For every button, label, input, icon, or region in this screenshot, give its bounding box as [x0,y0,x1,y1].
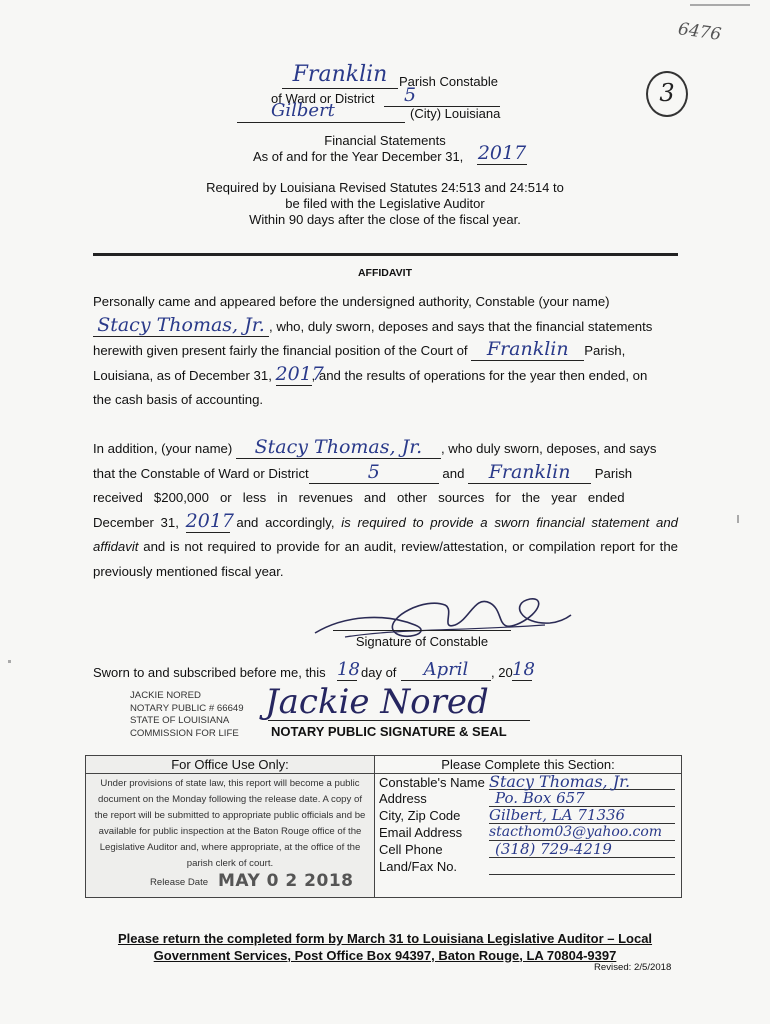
p2-text-f: received $200,000 or less in revenues and other sources for the year ended [93,490,625,505]
p2-parish-field [468,460,591,484]
scan-speck [8,660,11,663]
required-statement [135,180,635,228]
p2-text-h: and accordingly, [229,514,342,530]
corner-note: 6476 [676,19,723,45]
notary-stamp [130,690,244,740]
address-label: Address [379,791,427,806]
address-value: Po. Box 657 [495,789,585,807]
p1-court-field [471,340,584,361]
p2-text-a: In addition, (your name) [93,441,233,456]
cell-phone-field [489,840,675,858]
sworn-year-value: 18 [512,659,535,680]
city-zip-field [489,806,675,824]
p1-year-value: 2017 [275,362,324,385]
footer-instructions [85,931,685,964]
release-date-label: Release Date [150,877,209,888]
city-zip-label: City, Zip Code [379,808,461,823]
complete-section-box [374,755,682,898]
p2-text-i: is required to provide a sworn financial statement and affidavit [93,514,679,554]
cell-phone-label: Cell Phone [379,842,443,857]
constable-name-label: Constable's Name [379,775,485,790]
sworn-day-value: 18 [337,659,360,680]
p2-text-j: and is not required to provide for an audit, review/attestation, or compilation report for the previously mentioned fiscal year. [93,539,678,579]
sworn-year-prefix: , 20 [491,665,513,680]
fs-year-field [477,140,527,165]
notary-label: NOTARY PUBLIC SIGNATURE & SEAL [271,724,507,739]
p2-name-field [236,438,441,459]
email-field [489,823,675,841]
parish-field [282,60,398,89]
p2-parish-value: Franklin [488,460,571,483]
p1-text-b: , who, duly sworn, deposes and says that the financial statements [269,318,653,334]
sworn-month-value: April [423,659,469,680]
city-field [237,101,405,123]
land-fax-label: Land/Fax No. [379,859,458,874]
p1-name-value: Stacy Thomas, Jr. [97,313,265,336]
p1-text-f: , and the results of operations for the year then ended, on [311,367,648,383]
revised-date: Revised: 2/5/2018 [594,962,672,973]
p1-text-e: Louisiana, as of December 31, [93,367,272,383]
office-use-text: Under provisions of state law, this report will become a public document on the Monday following the release date. A copy of the report will be submitted to appropriate public officials and be available for public inspection at the Baton Rouge office of the Legislative Auditor and, where appropriate, at the office of the parish clerk of court. [94,778,366,869]
ward-label: of Ward or District [271,91,375,106]
footer-line-1: Please return the completed form by March 31 to Louisiana Legislative Auditor – Local [117,931,653,946]
notary-stamp-number: NOTARY PUBLIC # 66649 [130,702,244,714]
section-divider [93,253,678,256]
sworn-month-field [401,660,491,681]
required-line-3: Within 90 days after the close of the fiscal year. [249,212,521,227]
p2-year-value: 2017 [185,509,234,532]
release-date-stamp: MAY 0 2 2018 [218,871,354,891]
constable-signature-label: Signature of Constable [355,634,489,649]
land-fax-field [489,857,675,875]
p2-year-field [185,509,234,533]
office-use-title: For Office Use Only: [86,757,374,774]
notary-stamp-name: JACKIE NORED [130,690,201,701]
p2-name-value: Stacy Thomas, Jr. [254,436,423,458]
scan-speck [690,4,750,6]
city-zip-value: Gilbert, LA 71336 [489,806,626,824]
p2-text-e: Parish [594,465,633,481]
fs-year-value: 2017 [477,142,527,164]
email-value: stacthom03@yahoo.com [489,824,663,840]
p2-text-b: , who duly sworn, deposes, and says [440,441,657,456]
constable-signature-line [333,630,511,631]
email-label: Email Address [379,825,463,840]
p1-text-g: the cash basis of accounting. [93,392,264,407]
sworn-day-field [337,659,360,681]
sworn-year-field [512,659,535,681]
p1-text-c: herewith given present fairly the financial position of the Court of [93,343,468,358]
affidavit-title: AFFIDAVIT [357,267,413,279]
page-number-circle: 3 [646,71,688,117]
p2-text-d: and [442,465,465,481]
notary-stamp-commission: COMMISSION FOR LIFE [130,727,239,739]
affidavit-paragraph-2 [93,437,678,584]
footer-line-2: Government Services, Post Office Box 94397, Baton Rouge, LA 70804-9397 [153,947,617,963]
parish-label: Parish Constable [399,74,498,89]
notary-stamp-state: STATE OF LOUISIANA [130,715,230,726]
p2-ward-value: 5 [367,460,380,483]
constable-name-field [489,772,675,790]
sworn-text-b: day of [361,665,397,680]
cell-phone-value: (318) 729-4219 [495,840,612,858]
notary-signature: Jackie Nored [265,682,489,722]
affidavit-paragraph-1 [93,290,678,413]
city-label: (City) Louisiana [410,106,501,121]
required-line-1: Required by Louisiana Revised Statutes 24:513 and 24:514 to [206,180,564,195]
address-field [489,789,675,807]
p1-name-field [93,313,269,337]
fs-title: Financial Statements [324,133,446,148]
p1-court-value: Franklin [486,338,569,360]
p1-text-d: Parish, [584,343,626,358]
parish-value: Franklin [292,62,388,87]
p2-text-c: that the Constable of Ward or District [93,465,309,481]
office-use-box [85,755,375,898]
p2-text-g: December 31, [93,514,179,530]
complete-section-title: Please Complete this Section: [375,757,681,774]
p1-text-a: Personally came and appeared before the undersigned authority, Constable (your name) [93,294,610,309]
required-line-2: be filed with the Legislative Auditor [285,196,485,211]
fs-year-label: As of and for the Year December 31, [253,149,464,164]
ward-value: 5 [404,84,417,106]
notary-signature-line [268,720,530,721]
scan-speck [737,515,739,523]
sworn-text-a: Sworn to and subscribed before me, this [93,665,326,680]
constable-name-value: Stacy Thomas, Jr. [489,772,631,791]
city-value: Gilbert [271,100,335,121]
p1-year-field [275,362,324,386]
p2-ward-field [309,460,439,484]
